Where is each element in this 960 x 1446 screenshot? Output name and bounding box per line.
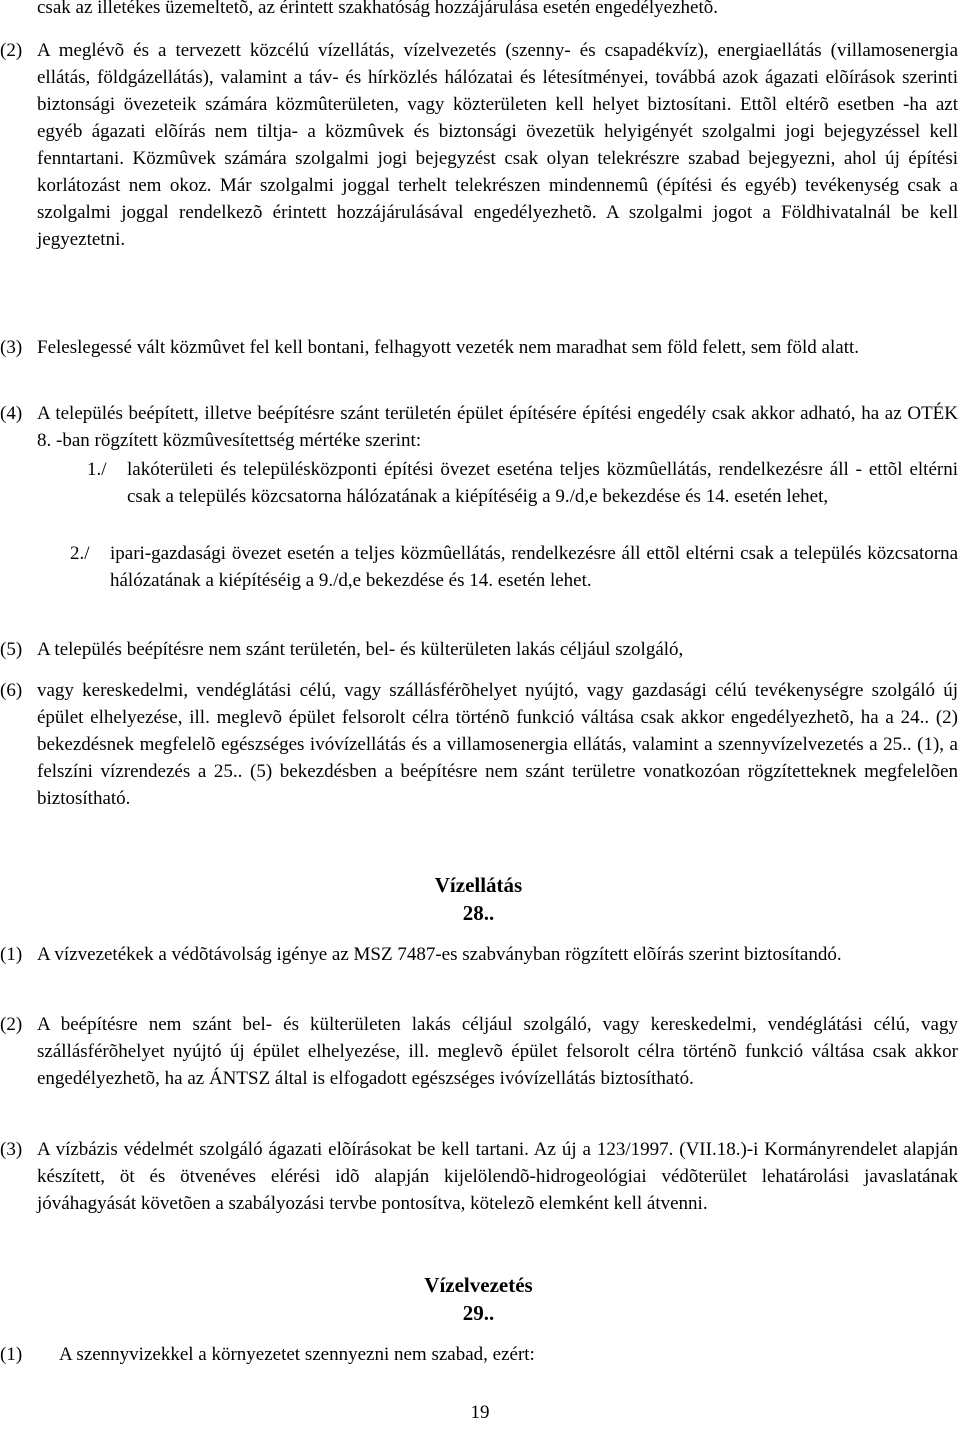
paragraph-label: (6) [0,680,23,701]
paragraph-label: (1) [0,944,23,965]
paragraph-label: (5) [0,639,23,660]
section-number: 29.. [462,1301,495,1325]
list-item-label: 1./ [87,459,107,480]
list-item-text: lakóterületi és településközponti építési övezet eseténa teljes közmûellátás, rendelkezésre áll - ettõl eltérni csak a település közcsatorna hálózatának a kiépítéséig a 9./d,e bekezdése és 14. esetén lehet, [127,459,958,507]
paragraph-label: (3) [0,337,23,358]
list-item-text: ipari-gazdasági övezet esetén a teljes közmûellátás, rendelkezésre áll ettõl eltérni csak a település közcsatorna hálózatának a kiépítéséig a 9./d,e bekezdése és 14. esetén lehet. [110,543,958,591]
section-28-paragraph-3 [0,1136,958,1217]
paragraph-label: (2) [0,1014,23,1035]
paragraph-text: A település beépített, illetve beépítésre szánt területén épület építésére építési engedély csak akkor adható, ha az OTÉK 8. -ban rögzített közmûvesítettség mértéke szerint: [37,403,958,451]
continued-text: csak az illetékes üzemeltetõ, az érintett szakhatóság hozzájárulása esetén engedélyezhetõ. [37,0,719,18]
section-heading: Vízelvezetés [424,1273,533,1297]
paragraph-6 [0,677,958,812]
paragraph-4 [0,400,958,454]
paragraph-text: vagy kereskedelmi, vendéglátási célú, vagy szállásférõhelyet nyújtó, vagy gazdasági célú tevékenységre szolgáló új épület elhelyezése, ill. meglevõ épület felsorolt célra történõ funkció váltása csak akkor engedélyezhetõ, ha a 24.. (2) bekezdésnek megfelelõ egészséges ivóvízellátás és a villamosenergia ellátás, valamint a szennyvízelvezetés a 25.. (1), a felszíni vízrendezés a 25.. (5) bekezdésben a beépítésre nem szánt területre vonatkozóan rögzítetteknek megfelelõen biztosítható. [37,680,958,809]
paragraph-label: (1) [0,1344,23,1365]
section-number: 28.. [462,901,495,925]
list-item-label: 2./ [70,543,90,564]
paragraph-text: A szennyvizekkel a környezetet szennyezni nem szabad, ezért: [59,1344,535,1365]
paragraph-text: A beépítésre nem szánt bel- és külterületen lakás céljául szolgáló, vagy kereskedelmi, vendéglátási célú, vagy szállásférõhelyet nyújtó új épület elhelyezése, ill. meglevõ épület felsorolt célra történõ funkció váltása csak akkor engedélyezhetõ, ha az ÁNTSZ által is elfogadott egészséges ivóvízellátás biztosítható. [37,1014,958,1089]
section-28-paragraph-2 [0,1011,958,1092]
paragraph-text: A vízvezetékek a védõtávolság igénye az MSZ 7487-es szabványban rögzített elõírás szerint biztosítandó. [37,944,842,965]
paragraph-text: Feleslegessé vált közmûvet fel kell bontani, felhagyott vezeték nem maradhat sem föld felett, sem föld alatt. [37,337,860,358]
paragraph-3 [0,334,958,361]
section-29-paragraph-1 [0,1341,958,1368]
paragraph-label: (3) [0,1139,23,1160]
section-heading: Vízellátás [434,873,523,897]
paragraph-label: (4) [0,403,23,424]
list-item [87,456,958,510]
paragraph-2 [0,37,958,253]
page-number: 19 [470,1402,490,1423]
paragraph-text: A település beépítésre nem szánt területén, bel- és külterületen lakás céljául szolgáló, [37,639,684,660]
paragraph-text: A meglévõ és a tervezett közcélú vízellátás, vízelvezetés (szenny- és csapadékvíz), energiaellátás (villamosenergia ellátás, földgázellátás), valamint a táv- és hírközlés hálózatai és létesítményei, továbbá azok ágazati elõírások szerinti biztonsági övezeteik számára közmûterületen, vagy közterületen kell helyet biztosítani. Ettõl eltérõ esetben -ha azt egyéb ágazati elõírás nem tiltja- a közmûvek és biztonsági övezetük helyigényét szolgalmi jogi bejegyzéssel kell fenntartani. Közmûvek számára szolgalmi jogi bejegyzést csak olyan telekrészre szabad bejegyezni, ahol új építési korlátozást nem okoz. Már szolgalmi joggal terhelt telekrészen mindennemû (építési és egyéb) tevékenység csak a szolgalmi joggal rendelkezõ érintett hozzájárulásával engedélyezhetõ. A szolgalmi jogot a Földhivatalnál be kell jegyeztetni. [37,40,958,250]
paragraph-5 [0,636,958,663]
paragraph-text: A vízbázis védelmét szolgáló ágazati elõírásokat be kell tartani. Az új a 123/1997. (VII.18.)-i Kormányrendelet alapján készített, öt és ötvenéves elérési idõ alapján kijelölendõ-hidrogeológiai védõterület lehatárolási javaslatának jóváhagyását követõen a szabályozási tervbe pontosítva, kötelezõ elemként kell átvenni. [37,1139,958,1214]
list-item [70,540,958,594]
section-28-paragraph-1 [0,941,958,968]
paragraph-label: (2) [0,40,23,61]
